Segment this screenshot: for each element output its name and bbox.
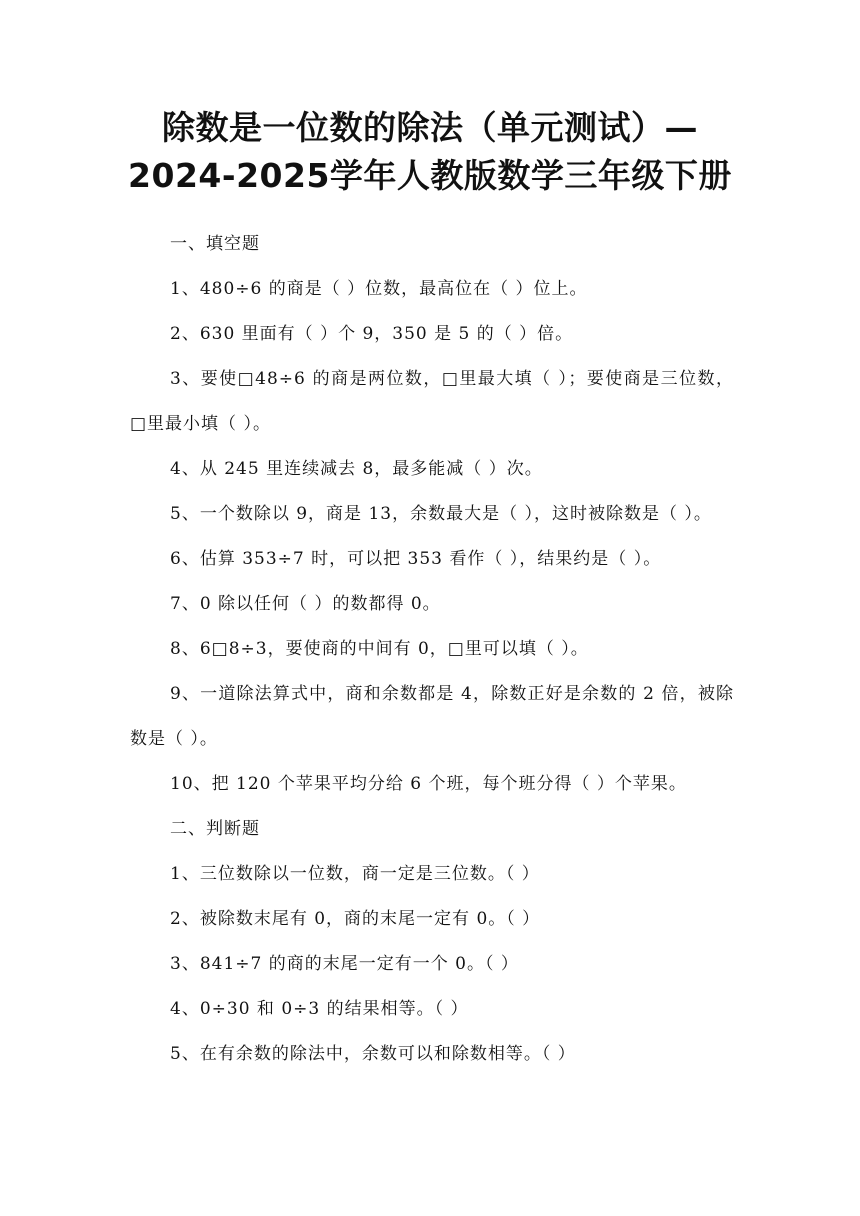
question-fill-2: 2、630 里面有（ ）个 9，350 是 5 的（ ）倍。	[170, 324, 574, 344]
document-body	[130, 222, 734, 1077]
question-fill-4: 4、从 245 里连续减去 8，最多能减（ ）次。	[170, 459, 543, 479]
question-judge-2: 2、被除数末尾有 0，商的末尾一定有 0。（ ）	[170, 909, 541, 929]
question-judge-1: 1、三位数除以一位数，商一定是三位数。（ ）	[170, 864, 540, 884]
question-fill-8: 8、6□8÷3，要使商的中间有 0，□里可以填（ ）。	[170, 639, 589, 659]
section-heading-fill-blank: 一、填空题	[170, 234, 260, 254]
section-heading-true-false: 二、判断题	[170, 819, 260, 839]
question-fill-10: 10、把 120 个苹果平均分给 6 个班，每个班分得（ ）个苹果。	[170, 774, 687, 794]
question-fill-6: 6、估算 353÷7 时，可以把 353 看作（ ），结果约是（ ）。	[170, 549, 662, 569]
question-judge-5: 5、在有余数的除法中，余数可以和除数相等。（ ）	[170, 1044, 576, 1064]
document-title	[100, 104, 760, 200]
question-fill-3: 3、要使□48÷6 的商是两位数，□里最大填（ ）；要使商是三位数，□里最小填（ ）。	[130, 369, 734, 434]
title-line-2: 2024-2025学年人教版数学三年级下册	[128, 156, 732, 195]
title-line-1: 除数是一位数的除法（单元测试）—	[162, 108, 698, 147]
question-fill-5: 5、一个数除以 9，商是 13，余数最大是（ ），这时被除数是（ ）。	[170, 504, 712, 524]
question-fill-7: 7、0 除以任何（ ）的数都得 0。	[170, 594, 441, 614]
question-fill-9: 9、一道除法算式中，商和余数都是 4，除数正好是余数的 2 倍，被除数是（ ）。	[130, 684, 734, 749]
question-judge-4: 4、0÷30 和 0÷3 的结果相等。（ ）	[170, 999, 469, 1019]
question-fill-1: 1、480÷6 的商是（ ）位数，最高位在（ ）位上。	[170, 279, 588, 299]
question-judge-3: 3、841÷7 的商的末尾一定有一个 0。（ ）	[170, 954, 519, 974]
